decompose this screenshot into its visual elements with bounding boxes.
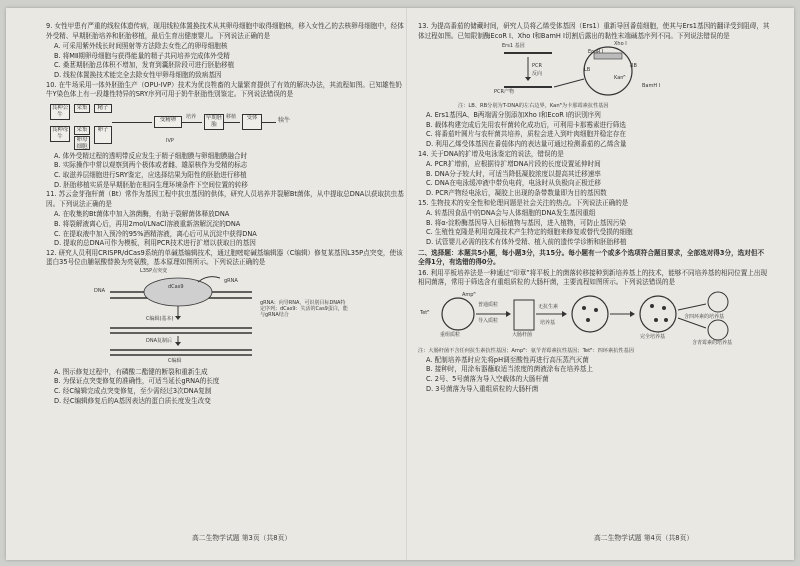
q12-option-b: B. 为保证点突变修复的准确性，可适当延长gRNA的长度 [54,377,220,386]
q14-stem: 14. 关于DNA的扩增及电泳鉴定的说法，错误的是 [418,149,564,158]
arrow-3 [224,122,240,123]
q11-option-a: A. 在收集的Bt菌体中加入溶菌酶，有助于裂解菌体释放DNA [54,210,230,219]
q15-option-d: D. 试管婴儿必需的技术有体外受精、植入前的遗传学诊断和胚胎移植 [426,237,627,246]
q13-option-c: C. 将番茄叶圆片与农杆菌共培养，质粒会进入到叶肉细胞并稳定存在 [426,130,627,139]
q15-option-b: B. 将α-淀粉酶基因导入目标植物与基因，进入植物，可防止基因污染 [426,218,627,227]
q9-stem: 9. 女性甲患有严重的线粒体遗传病，现用线粒体置换技术从其卵母细胞中取得细胞核，移入女性乙的去核卵母细胞中，经体外受精、早期胚胎培养和胚胎移植，最后生育出健康婴儿。下列说法正确的是 [46,22,404,40]
node-recipient: 受体 [242,114,262,130]
q11-option-c: C. 在提取液中加入预冷的95%酒精溶液，离心后可从沉淀中获得DNA [54,229,257,238]
label-c-edit-base: C编辑(基本) [146,315,174,322]
q9-option-d: D. 线粒体置换技术能完全去除女性甲卵母细胞的致病基因 [54,70,222,79]
label-recomb-plasmid: 重组质粒 [440,331,461,338]
footer-page-3: 高二生物学试题 第3页（共8页） [192,534,292,542]
q16-plate-figure [418,290,770,346]
label-pcr: PCR [532,63,542,70]
q14-option-a: A. PCR扩增前，应根据待扩增DNA片段的长度设置延伸时间 [426,160,601,169]
label-ecoli: 大肠杆菌 [512,331,533,338]
node-calf: 犊牛 [278,116,291,124]
q10-option-b: B. 实际操作中常以观察到两个极体或者雌、雄原核作为受精的标志 [54,161,248,170]
q10-flow-diagram [46,102,406,150]
q14-option-b: B. DNA分子较大时，可适当降低凝胶浓度以提高其迁移速率 [426,169,601,178]
q9-option-a: A. 可采用紫外线长时间照射等方法除去女性乙的卵母细胞核 [54,42,228,51]
label-bamhi: BamH I [642,83,661,90]
label-tetr: Tetᴿ [420,309,430,316]
label-pcr-product: PCR产物 [494,89,514,96]
q14-option-c: C. DNA在电泳缓冲液中带负电荷，电泳时从负极向正极迁移 [426,179,601,188]
label-no-antibiotic: 无抗生素 [538,303,559,310]
label-dna: DNA [94,287,106,294]
q12-option-c: C. 经C编辑完成点突变修复，至少需经过3次DNA复制 [54,387,212,396]
page-3 [46,22,406,406]
page-4 [418,22,770,394]
node-embryo: 早期胚胎 [205,114,223,128]
q16-stem: 16. 利用平板培养法是一种通过“印章”将平板上的菌落转移接种到新培养基上的技术，能够不同培养基的相同位置上出现相同菌落，常用于筛选含有重组质粒的大肠杆菌，主要流程如图所示。下列说法错误的是 [418,268,768,287]
q10-option-d: D. 胚胎移植实质是早期胚胎在相同生理环境条件下空间位置的转移 [54,180,248,189]
step-culture: 培养 [186,113,197,120]
node-zygote: 受精卵 [154,116,182,128]
q16-option-c: C. 2号、5号菌落为导入空载体的大肠杆菌 [426,375,549,384]
label-ers1: Ers1 基因 [502,43,525,50]
q15-option-c: C. 生殖性克隆是利用克隆技术产生特定的细胞来修复或替代受损的细胞 [426,228,633,237]
node-oocyte: 卵母细胞 [74,136,90,150]
label-lb: LB [584,67,591,74]
step-transfer: 移植 [226,113,237,120]
q12-option-d: D. 经C编辑修复后的A基因表达的蛋白质长度发生改变 [54,396,211,405]
label-reverse: 反向 [532,71,543,78]
label-l35p: L35P点突变 [140,267,168,274]
q12-note: gRNA：向导RNA，可识别目标DNA特定序列；dCas9：失活的Cas9蛋白，能与gRNA结合 [260,299,348,318]
q13-stem: 13. 为提高番茄的储藏时间，研究人员将乙烯受体基因（Ers1）重新导回番茄细胞，使其与Ers1基因的翻译受到阻碍，其体过程如图。已知限制酶EcoR I、Xho I和BamH I切割后露出的黏性末端碱基序列不同。下列说法错误的是 [418,22,770,40]
q10-stem: 10. 在牛场采用一体外胚胎生产（OPU-IVP）技术为优良牲畜的大量繁育提供了有效的解决办法，其流程如图。已知雄性奶牛Y染色体上有一段雄性特异的SRY序列可用于奶牛胚胎性别鉴定。下列说法错误的是 [46,80,402,99]
q13-caption: 注：LB、RB分别为T-DNA的左右边界，Kanᴿ为卡那霉素抗性基因 [458,103,609,110]
q13-vector-figure [418,43,770,101]
q9-option-c: C. 桑葚期胚胎总体积不增加，发育到囊胚阶段可进行胚胎移植 [54,61,235,70]
vector-drawing [498,43,661,99]
q14-option-d: D. PCR产物经电泳后，凝胶上出现的条带数量即为目的基因数 [426,188,607,197]
label-ecori: EcoR I [588,49,604,56]
label-medium: 培养基 [540,319,556,326]
label-grna: gRNA [224,277,238,284]
q13-option-b: B. 载体构建完成后先用农杆菌转化成功后，可利用卡那霉素进行筛选 [426,120,626,129]
q11-option-d: D. 提取的总DNA可作为模板，利用PCR技术进行扩增以获取目的基因 [54,239,256,248]
q9-option-b: B. 将MⅡ期卵母细胞与获得能量的精子共同培养完成体外受精 [54,51,230,60]
label-kanr: Kanᴿ [614,75,626,82]
node-collect-oocyte: 采集 [74,126,90,135]
q10-option-a: A. 体外受精过程的透明带反应发生于精子细胞膜与卵细胞膜融合时 [54,151,248,160]
section-2-heading: 二、选择题：本题共5小题，每小题3分，共15分。每小题有一个或多个选项符合题目要求，全部选对得3分，选对但不全得1分，有选错的得0分。 [418,248,765,267]
label-amp-medium: 含青霉素的培养基 [692,339,733,346]
q15-stem: 15. 生物技术的安全性和伦理问题是社会关注的热点。下列说法正确的是 [418,198,629,207]
node-sperm: 精子 [94,104,112,113]
q16-option-a: A. 配制培养基时应先将pH调至酸性再进行高压蒸汽灭菌 [426,355,589,364]
label-plain-plasmid: 普通质粒 [478,301,499,308]
q12-stem: 12. 研究人员利用CRISPR/dCas9系统的单碱基编辑技术，通过胞嘧啶碱基编辑器（C编辑）修复某基因L35P点突变，使该蛋白35号位由脯氨酸替换为亮氨酸，基本原理如图所示。下列说法正确的是 [46,248,403,267]
arrow-1 [112,122,152,123]
q15-option-a: A. 转基因食品中的DNA会与人体细胞的DNA发生基因重组 [426,209,596,218]
exam-sheet [6,8,794,560]
arrow-4 [262,122,276,123]
node-bull: 良种公牛 [51,104,69,118]
ivp-label: IVP [166,137,174,144]
q16-caption: 注：大肠杆菌不含任何抗生素抗性基因；Ampᴿ：氨苄青霉素抗性基因；Tetᴿ：四环素抗性基因 [418,347,634,354]
label-rb: RB [630,63,637,70]
arrow-2 [182,122,202,123]
label-ampr: Ampᴿ [462,291,476,298]
q11-stem: 11. 苏云金芽孢杆菌（Bt）常作为基因工程中抗虫基因的供体，研究人员培养并裂解Bt菌体，从中提取总DNA以获取抗虫基因。下列说法正确的是 [46,190,404,208]
label-xhoi: Xho I [614,41,627,48]
q13-option-a: A. Ers1基因A、B两端需分别添加Xho I和EcoR I的识别序列 [426,111,601,120]
q13-option-d: D. 利用乙烯受体基因在番茄体内的表达量可通过检测番茄的乙烯含量 [426,139,627,148]
page-fold [406,8,407,560]
q12-option-a: A. 图示修复过程中，有磷酸二酯键的断裂和重新生成 [54,367,208,376]
label-introduce: 导入质粒 [478,317,499,324]
node-egg: 卵子 [94,126,112,144]
label-dna-replication: DNA复制后 [146,337,173,344]
label-dcas9: dCas9 [168,283,184,290]
label-tet-medium: 含四环素的培养基 [684,313,725,320]
q11-option-b: B. 将裂解液离心后，再用2mol/LNaCl溶液重新溶解沉淀的DNA [54,219,241,228]
node-cow: 良种母牛 [51,126,69,140]
q12-crispr-figure [46,267,406,366]
footer-page-4: 高二生物学试题 第4页（共8页） [594,534,694,542]
q16-option-d: D. 3号菌落为导入重组质粒的大肠杆菌 [426,384,539,393]
label-complete-medium: 完全培养基 [640,333,666,340]
q16-option-b: B. 接种时，用涂布器蘸取适当浓度的菌液涂布在培养基上 [426,365,593,374]
label-c-edit: C编辑 [168,357,182,364]
q10-option-c: C. 取滋养层细胞进行SRY鉴定，应选择结果为阳性的胚胎进行移植 [54,170,247,179]
node-collect-sperm: 采集 [74,104,90,113]
